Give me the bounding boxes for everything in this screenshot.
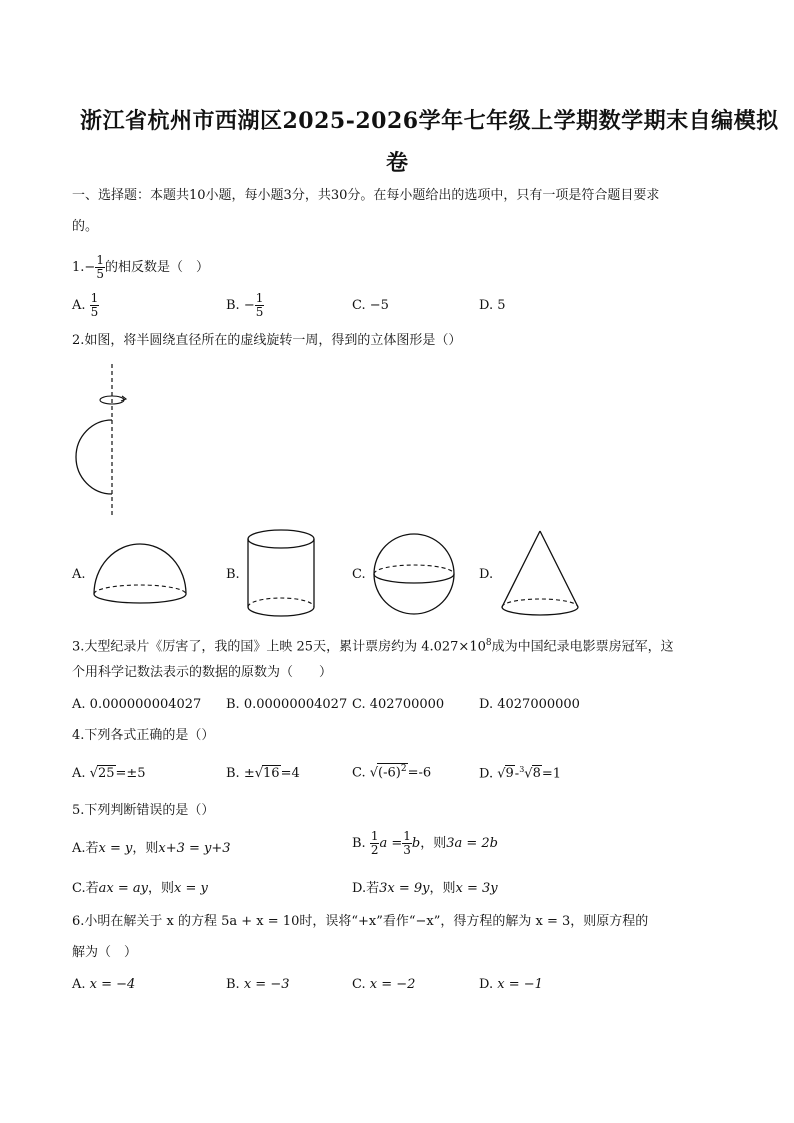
option-letter: B. — [226, 766, 240, 781]
term-a: a = — [379, 836, 403, 851]
condition: 3x = 9y — [379, 881, 430, 896]
frac-num: 1 — [403, 829, 411, 843]
q3-option-b[interactable] — [226, 697, 347, 712]
plus-minus: ± — [243, 766, 255, 781]
option-rest: =-6 — [407, 765, 432, 781]
radicand: 9 — [505, 766, 514, 782]
question-6-line2: 解为（ ） — [72, 945, 138, 960]
section-heading: 一、选择题：本题共10小题，每小题3分，共30分。在每小题给出的选项中，只有一项是符合题目要求 — [72, 188, 660, 203]
option-letter: C. — [352, 765, 366, 781]
option-letter: A. — [72, 841, 86, 856]
q1-number: 1. — [72, 260, 85, 275]
option-value: −5 — [369, 298, 389, 313]
question-4: 4.下列各式正确的是（） — [72, 728, 215, 743]
option-letter: B. — [226, 977, 240, 992]
condition: ax = ay — [98, 881, 148, 896]
frac-num: 1 — [90, 291, 99, 305]
then-word: ，则 — [132, 841, 159, 856]
q1-option-d[interactable] — [479, 298, 506, 313]
then-word: ，则 — [147, 881, 174, 896]
option-value: 0.000000004027 — [89, 697, 202, 712]
option-letter: B. — [352, 836, 366, 851]
question-3-line1 — [72, 635, 674, 655]
option-letter: C. — [72, 881, 86, 896]
frac-den: 5 — [90, 305, 99, 319]
q4-option-a[interactable]: A. √25=±5 — [72, 766, 146, 781]
q3-option-a[interactable] — [72, 697, 201, 712]
option-letter: C. — [352, 298, 366, 313]
question-3-line2: 个用科学记数法表示的数据的原数为（ ） — [72, 665, 333, 680]
cylinder-figure — [245, 528, 320, 620]
q1-option-c[interactable] — [352, 298, 389, 313]
if-word: 若 — [85, 881, 99, 896]
radicand: 16 — [263, 766, 280, 781]
option-letter: D. — [479, 766, 494, 782]
option-letter: C. — [352, 977, 366, 992]
q4-option-b[interactable]: B. ±√16=4 — [226, 766, 300, 781]
q6-option-a[interactable] — [72, 977, 135, 992]
frac-num: 1 — [370, 829, 379, 843]
minus-sign: − — [243, 298, 255, 313]
q5-option-b[interactable] — [352, 830, 498, 857]
radicand: (-6) — [378, 765, 401, 781]
option-value: 4027000000 — [497, 697, 580, 712]
then-word: ，则 — [429, 881, 456, 896]
if-word: 若 — [366, 881, 380, 896]
q2-option-d-label[interactable]: D. — [479, 567, 494, 582]
q4-option-d[interactable]: D. √9-$^3$√8=1 — [479, 765, 562, 782]
option-value: 0.00000004027 — [243, 697, 348, 712]
q1-option-b[interactable] — [226, 292, 264, 319]
option-letter: D. — [479, 298, 494, 313]
exam-title-line1: 浙江省杭州市西湖区2025-2026学年七年级上学期数学期末自编模拟 — [80, 108, 779, 134]
option-rest: =1 — [541, 766, 562, 782]
option-letter: D. — [479, 977, 494, 992]
q3-exponent: 8 — [485, 638, 492, 648]
option-value: x = −1 — [497, 977, 543, 992]
option-letter: C. — [352, 697, 366, 712]
q1-frac-den: 5 — [96, 267, 104, 281]
option-rest: =4 — [280, 766, 300, 781]
option-letter: A. — [72, 298, 86, 313]
result: x = y — [174, 881, 208, 896]
frac-den: 5 — [255, 305, 264, 319]
frac-den: 3 — [403, 843, 411, 857]
q2-option-b-label[interactable]: B. — [226, 567, 240, 582]
radicand: 25 — [97, 766, 115, 781]
frac-num: 1 — [255, 291, 264, 305]
q1-a-fraction — [90, 292, 100, 319]
option-value: x = −3 — [243, 977, 290, 992]
exam-title-line2: 卷 — [386, 150, 409, 176]
q3-option-d[interactable] — [479, 697, 580, 712]
section-heading-cont: 的。 — [72, 219, 99, 234]
result: x+3 = y+3 — [158, 841, 231, 856]
option-letter: A. — [72, 977, 86, 992]
semicircle-rotation-figure — [60, 360, 150, 520]
option-value: x = −2 — [369, 977, 416, 992]
q5-option-c[interactable] — [72, 877, 208, 896]
q1-b-fraction — [255, 292, 265, 319]
q6-option-c[interactable] — [352, 977, 415, 992]
cube-index: 3 — [519, 765, 525, 774]
option-letter: B. — [226, 697, 240, 712]
q5-option-a[interactable] — [72, 837, 231, 856]
fraction-third — [402, 830, 412, 857]
term-b: b — [411, 836, 421, 851]
semicircle-arc — [76, 420, 112, 494]
radicand-group — [377, 763, 408, 780]
condition: x = y — [98, 841, 133, 856]
q3-option-c[interactable] — [352, 697, 444, 712]
option-letter: D. — [479, 697, 494, 712]
q1-fraction — [95, 254, 105, 281]
question-1 — [72, 254, 209, 281]
q3-text-b: 成为中国纪录电影票房冠军，这 — [491, 639, 674, 655]
result: 3a = 2b — [446, 836, 499, 851]
then-word: ，则 — [420, 836, 447, 851]
exponent: 2 — [400, 764, 407, 774]
option-value: x = −4 — [89, 977, 136, 992]
q2-option-a-label[interactable]: A. — [72, 567, 86, 582]
option-rest: =±5 — [115, 766, 146, 781]
question-5: 5.下列判断错误的是（） — [72, 803, 215, 818]
q1-text: 的相反数是（ ） — [104, 260, 209, 275]
hemisphere-figure — [90, 540, 190, 610]
q3-text-a: 3.大型纪录片《厉害了，我的国》上映 25天，累计票房约为 4.027×10 — [72, 639, 486, 655]
option-letter: A. — [72, 697, 86, 712]
frac-den: 2 — [370, 843, 379, 857]
q4-option-c[interactable]: C. $√(-6)^2=-6$ — [352, 764, 432, 781]
q6-option-d[interactable] — [479, 977, 543, 992]
result: x = 3y — [455, 881, 498, 896]
minus-sign: - — [514, 766, 520, 782]
q1-option-a[interactable] — [72, 292, 99, 319]
q6-option-b[interactable] — [226, 977, 289, 992]
option-letter: B. — [226, 298, 240, 313]
cone-figure — [498, 528, 586, 620]
option-value: 402700000 — [369, 697, 445, 712]
sphere-figure — [370, 533, 460, 617]
q1-minus: − — [84, 260, 96, 275]
option-letter: D. — [352, 881, 367, 896]
radicand-2: 8 — [532, 766, 541, 782]
question-6-line1: 6.小明在解关于 x 的方程 5a + x = 10时，误将“+x”看作“−x”，得方程的解为 x = 3，则原方程的 — [72, 914, 649, 929]
q5-option-d[interactable] — [352, 877, 498, 896]
question-2: 2.如图，将半圆绕直径所在的虚线旋转一周，得到的立体图形是（） — [72, 333, 462, 348]
if-word: 若 — [85, 841, 99, 856]
q2-option-c-label[interactable]: C. — [352, 567, 366, 582]
q1-frac-num: 1 — [96, 253, 104, 267]
option-value: 5 — [497, 298, 506, 313]
option-letter: A. — [72, 766, 86, 781]
